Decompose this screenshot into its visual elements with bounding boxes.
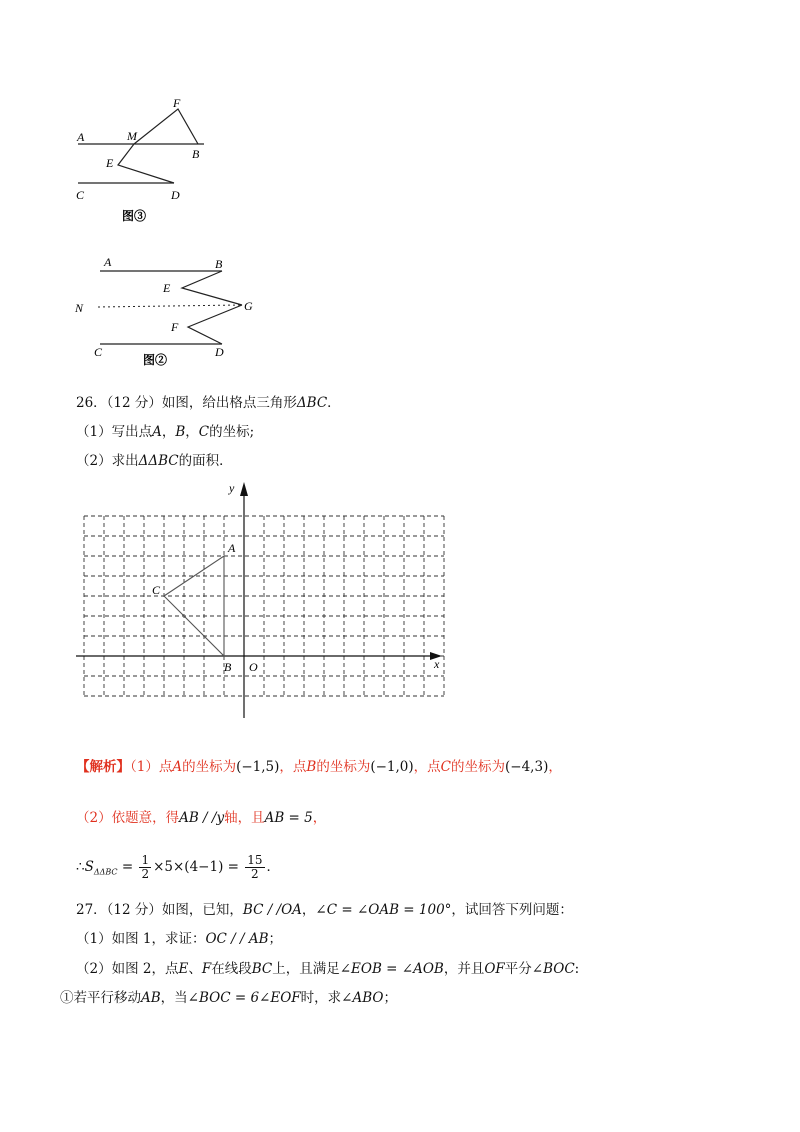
- x-axis-label: x: [434, 657, 440, 671]
- figure-3-caption: 图③: [122, 209, 147, 223]
- label-n: N: [75, 301, 84, 315]
- figure-3: [70, 95, 220, 230]
- grid-lines: [84, 516, 444, 696]
- label-f: F: [173, 96, 181, 110]
- triangle-abc: [164, 556, 224, 656]
- label-e: E: [163, 281, 171, 295]
- label-m: M: [127, 129, 137, 143]
- q27-part1: （1）如图 1，求证：OC / / AB；: [76, 931, 283, 947]
- label-c: C: [76, 188, 85, 202]
- q26-heading: 26．（12 分）如图，给出格点三角形ΔBC．: [76, 395, 341, 411]
- line-ng-dashed: [98, 305, 240, 307]
- label-a: A: [104, 255, 112, 269]
- fraction-fifteen-halves: $\frac{15}{2}$: [247, 853, 263, 881]
- label-g: G: [244, 299, 253, 313]
- point-a-label: A: [228, 541, 236, 555]
- point-c-label: C: [152, 583, 161, 597]
- label-e: E: [106, 156, 114, 170]
- line-b-e-g: [182, 271, 242, 305]
- label-c: C: [94, 345, 103, 359]
- analysis-part2: （2）依题意，得AB / /y轴，且AB = 5，: [76, 810, 327, 826]
- analysis-part1: 【解析】（1）点A的坐标为(−1,5)，点B的坐标为(−1,0)，点C的坐标为(−4,3)，: [76, 759, 562, 775]
- line-m-e-d: [118, 144, 174, 183]
- y-axis-label: y: [229, 481, 235, 495]
- origin-label: O: [249, 660, 258, 674]
- analysis-tag: 【解析】: [76, 759, 130, 775]
- label-b: B: [215, 257, 223, 271]
- q27-part2: （2）如图 2，点E、F在线段BC上，且满足∠EOB = ∠AOB，并且OF平分∠BOC:: [76, 961, 580, 977]
- label-d: D: [171, 188, 180, 202]
- label-a: A: [77, 130, 85, 144]
- y-axis-arrow: [240, 482, 248, 496]
- figure-2: [70, 252, 270, 372]
- q27-subpart1: ①若平行移动AB，当∠BOC = 6∠EOF时，求∠ABO；: [60, 990, 397, 1006]
- figure-2-caption: 图②: [143, 353, 168, 367]
- label-f: F: [171, 320, 179, 334]
- line-m-f-b: [134, 109, 198, 144]
- q26-part2: （2）求出ΔΔBC的面积．: [76, 453, 233, 469]
- area-formula: $\therefore S_{\Delta\Delta BC}$ = $\frac{1}{2}$ ×5×(4−1) = $\frac{15}{2}$ ．: [76, 853, 281, 881]
- line-g-f-d: [188, 305, 242, 344]
- point-b-label: B: [224, 660, 232, 674]
- coordinate-grid: [60, 478, 460, 723]
- label-b: B: [192, 147, 200, 161]
- fraction-one-half: $\frac{1}{2}$: [141, 853, 150, 881]
- q26-part1: （1）写出点A，B，C的坐标;: [76, 424, 255, 440]
- label-d: D: [215, 345, 224, 359]
- q27-heading: 27．（12 分）如图，已知，BC / /OA，∠C = ∠OAB = 100°，试回答下列问题：: [76, 902, 573, 918]
